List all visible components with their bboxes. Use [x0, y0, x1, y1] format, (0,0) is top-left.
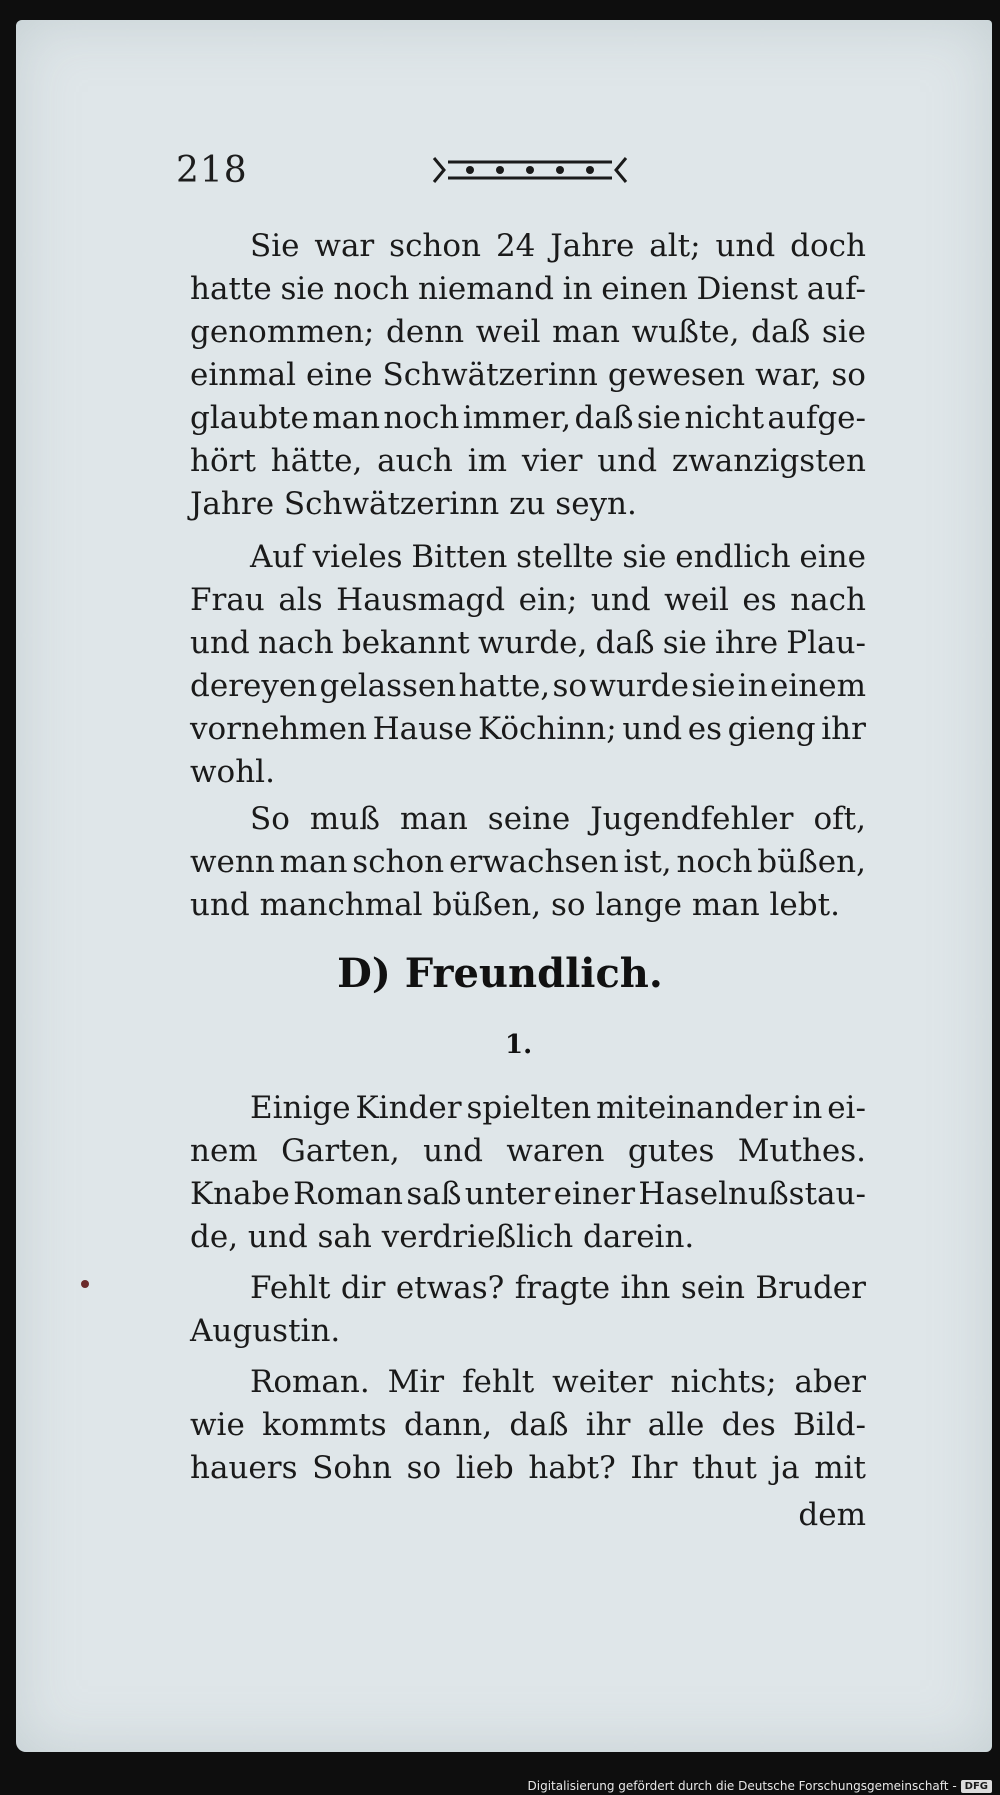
text-line: hauers Sohn so lieb habt? Ihr thut ja mit	[190, 1450, 866, 1486]
text-line: Frau als Hausmagd ein; und weil es nach	[190, 582, 866, 618]
ornament-icon	[430, 152, 630, 188]
text-line: Jahre Schwätzerinn zu seyn.	[190, 486, 637, 522]
page-number: 218	[176, 150, 248, 191]
text-line: hatte sie noch niemand in einen Dienst auf-	[190, 271, 866, 307]
text-line: Knabe Roman saß unter einer Haselnußstau-	[190, 1176, 866, 1212]
section-heading: D) Freundlich.	[337, 950, 663, 997]
text-line: hört hätte, auch im vier und zwanzigsten	[190, 443, 866, 479]
text-line: nem Garten, und waren gutes Muthes.	[190, 1133, 866, 1169]
dfg-logo: DFG	[961, 1780, 992, 1793]
text-line: und nach bekannt wurde, daß sie ihre Plau-	[190, 625, 866, 661]
text-line: und manchmal büßen, so lange man lebt.	[190, 887, 840, 923]
text-line: Einige Kinder spielten miteinander in ei-	[250, 1090, 866, 1126]
text-line: Fehlt dir etwas? fragte ihn sein Bruder	[250, 1270, 866, 1306]
section-number: 1.	[505, 1030, 533, 1060]
text-line: de, und sah verdrießlich darein.	[190, 1219, 695, 1255]
catchword: dem	[798, 1497, 866, 1533]
text-line: Augustin.	[190, 1313, 341, 1349]
text-line: genommen; denn weil man wußte, daß sie	[190, 314, 866, 350]
text-line: Auf vieles Bitten stellte sie endlich eine	[250, 539, 866, 575]
footer-credit: Digitalisierung gefördert durch die Deutsche Forschungsgemeinschaft - DFG	[528, 1779, 993, 1793]
text-line: wohl.	[190, 754, 275, 790]
text-line: einmal eine Schwätzerinn gewesen war, so	[190, 357, 866, 393]
text-line: Sie war schon 24 Jahre alt; und doch	[250, 228, 866, 264]
text-line: dereyen gelassen hatte, so wurde sie in einem	[190, 668, 866, 704]
text-line: wie kommts dann, daß ihr alle des Bild-	[190, 1407, 866, 1443]
ink-spot-icon	[78, 1277, 92, 1291]
text-line: glaubte man noch immer, daß sie nicht aufge-	[190, 400, 866, 436]
text-line: Roman. Mir fehlt weiter nichts; aber	[250, 1364, 866, 1400]
text-line: wenn man schon erwachsen ist, noch büßen,	[190, 844, 866, 880]
text-line: vornehmen Hause Köchinn; und es gieng ihr	[190, 711, 866, 747]
text-line: So muß man seine Jugendfehler oft,	[250, 801, 866, 837]
